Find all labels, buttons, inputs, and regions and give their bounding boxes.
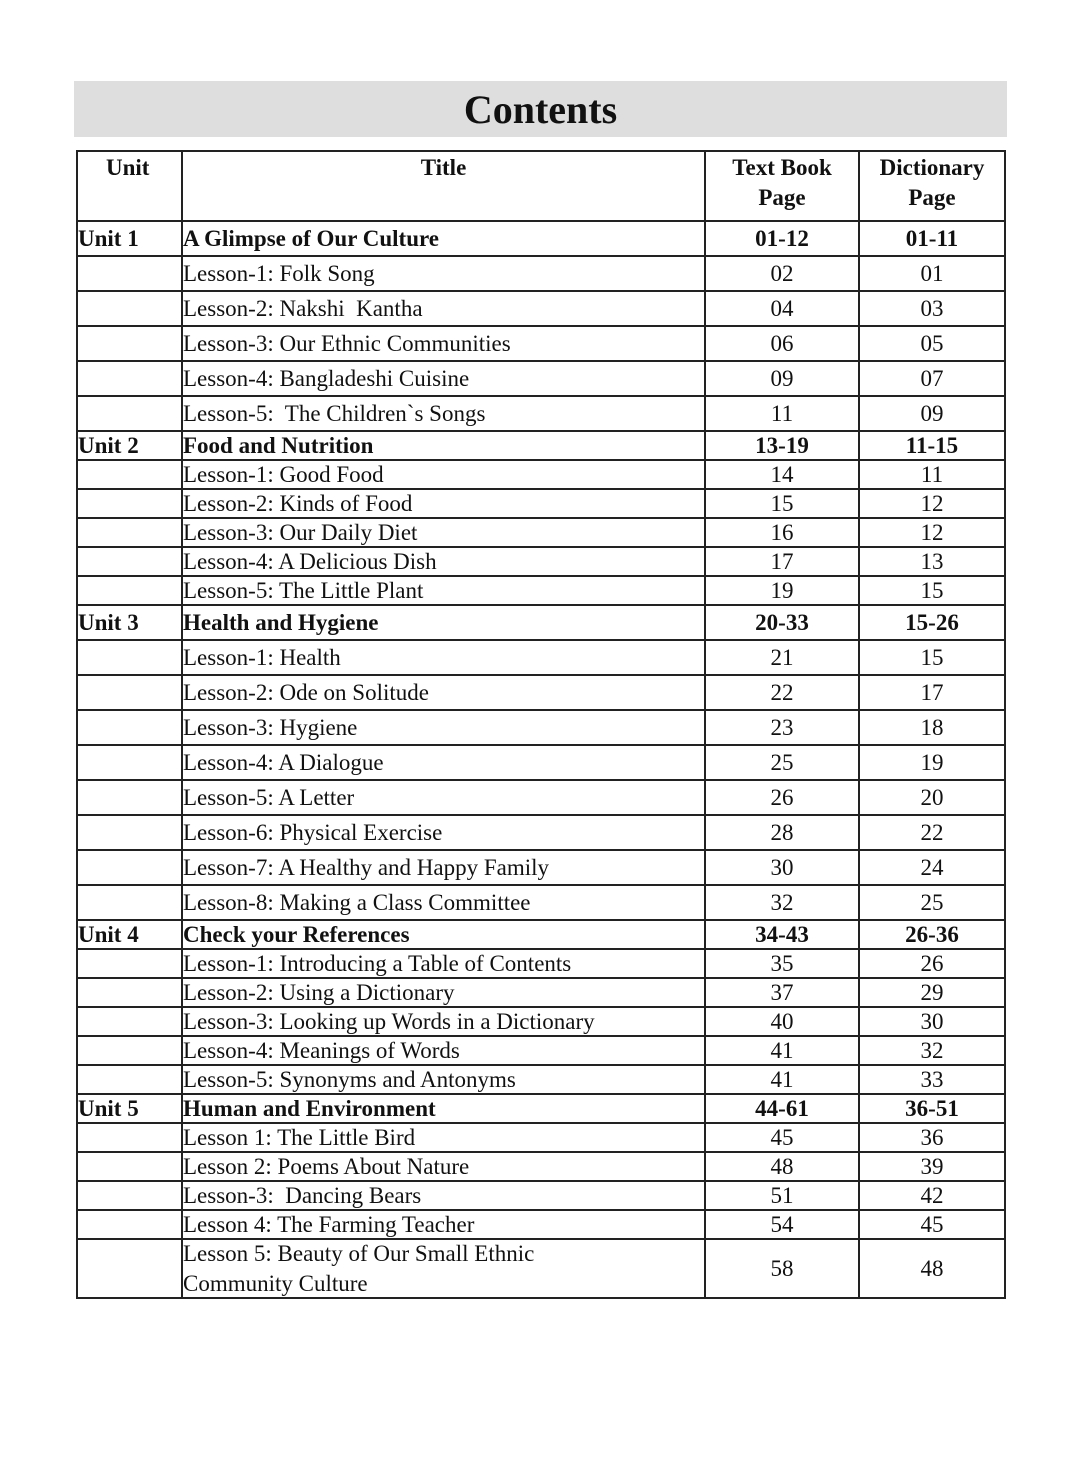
text-book-page: 58 <box>705 1239 859 1298</box>
text-book-page: 22 <box>705 675 859 710</box>
dictionary-page: 05 <box>859 326 1005 361</box>
unit-label: Unit 4 <box>77 920 182 949</box>
text-book-page: 23 <box>705 710 859 745</box>
lesson-title: Lesson-1: Good Food <box>182 460 705 489</box>
dictionary-page: 07 <box>859 361 1005 396</box>
lesson-row <box>77 1239 1005 1298</box>
lesson-title: Lesson-4: Bangladeshi Cuisine <box>182 361 705 396</box>
unit-label-empty <box>77 460 182 489</box>
text-book-page: 44-61 <box>705 1094 859 1123</box>
lesson-title: Lesson-4: Meanings of Words <box>182 1036 705 1065</box>
lesson-title-line1: Lesson 5: Beauty of Our Small Ethnic <box>183 1241 535 1266</box>
dictionary-page: 01-11 <box>859 221 1005 256</box>
unit-label: Unit 3 <box>77 605 182 640</box>
unit-label-empty <box>77 326 182 361</box>
lesson-row <box>77 291 1005 326</box>
lesson-title: Lesson-5: The Little Plant <box>182 576 705 605</box>
unit-label: Unit 2 <box>77 431 182 460</box>
lesson-title: Lesson 4: The Farming Teacher <box>182 1210 705 1239</box>
lesson-row <box>77 256 1005 291</box>
text-book-page: 41 <box>705 1036 859 1065</box>
unit-label-empty <box>77 256 182 291</box>
table-of-contents <box>76 150 1006 1299</box>
dictionary-page: 26 <box>859 949 1005 978</box>
unit-title: Human and Environment <box>182 1094 705 1123</box>
unit-label-empty <box>77 1123 182 1152</box>
unit-label-empty <box>77 885 182 920</box>
lesson-row <box>77 1007 1005 1036</box>
dictionary-page: 15 <box>859 640 1005 675</box>
text-book-page: 20-33 <box>705 605 859 640</box>
lesson-title: Lesson-4: A Dialogue <box>182 745 705 780</box>
dictionary-page: 36-51 <box>859 1094 1005 1123</box>
dictionary-page: 12 <box>859 518 1005 547</box>
dictionary-page: 09 <box>859 396 1005 431</box>
lesson-row <box>77 640 1005 675</box>
lesson-title: Lesson-5: A Letter <box>182 780 705 815</box>
unit-label-empty <box>77 745 182 780</box>
lesson-title: Lesson-2: Kinds of Food <box>182 489 705 518</box>
header-title: Title <box>182 151 705 221</box>
unit-label-empty <box>77 1036 182 1065</box>
unit-label-empty <box>77 640 182 675</box>
dictionary-page: 32 <box>859 1036 1005 1065</box>
lesson-row <box>77 1181 1005 1210</box>
text-book-page: 06 <box>705 326 859 361</box>
dictionary-page: 24 <box>859 850 1005 885</box>
text-book-page: 48 <box>705 1152 859 1181</box>
text-book-page: 04 <box>705 291 859 326</box>
lesson-title: Lesson-3: Our Ethnic Communities <box>182 326 705 361</box>
dictionary-page: 30 <box>859 1007 1005 1036</box>
lesson-title: Lesson-5: Synonyms and Antonyms <box>182 1065 705 1094</box>
dictionary-page: 39 <box>859 1152 1005 1181</box>
lesson-row <box>77 745 1005 780</box>
dictionary-page: 15-26 <box>859 605 1005 640</box>
dictionary-page: 33 <box>859 1065 1005 1094</box>
dictionary-page: 15 <box>859 576 1005 605</box>
text-book-page: 40 <box>705 1007 859 1036</box>
lesson-title: Lesson-5: The Children`s Songs <box>182 396 705 431</box>
unit-label-empty <box>77 396 182 431</box>
lesson-title: Lesson-2: Nakshi Kantha <box>182 291 705 326</box>
unit-title: Health and Hygiene <box>182 605 705 640</box>
header-text-book-page: Text Book Page <box>705 151 859 221</box>
text-book-page: 02 <box>705 256 859 291</box>
lesson-row <box>77 1210 1005 1239</box>
lesson-title: Lesson-1: Folk Song <box>182 256 705 291</box>
unit-label-empty <box>77 291 182 326</box>
unit-label: Unit 1 <box>77 221 182 256</box>
header-row <box>77 151 1005 221</box>
lesson-row <box>77 710 1005 745</box>
unit-label-empty <box>77 815 182 850</box>
unit-label-empty <box>77 1210 182 1239</box>
dictionary-page: 36 <box>859 1123 1005 1152</box>
text-book-page: 01-12 <box>705 221 859 256</box>
unit-label-empty <box>77 850 182 885</box>
lesson-row <box>77 489 1005 518</box>
lesson-row <box>77 885 1005 920</box>
dictionary-page: 12 <box>859 489 1005 518</box>
text-book-page: 51 <box>705 1181 859 1210</box>
lesson-row <box>77 576 1005 605</box>
lesson-title: Lesson-3: Looking up Words in a Dictionary <box>182 1007 705 1036</box>
lesson-row <box>77 361 1005 396</box>
text-book-page: 19 <box>705 576 859 605</box>
text-book-page: 45 <box>705 1123 859 1152</box>
text-book-page: 15 <box>705 489 859 518</box>
lesson-title: Lesson-2: Ode on Solitude <box>182 675 705 710</box>
lesson-title: Lesson-3: Hygiene <box>182 710 705 745</box>
text-book-page: 30 <box>705 850 859 885</box>
dictionary-page: 19 <box>859 745 1005 780</box>
unit-label-empty <box>77 780 182 815</box>
dictionary-page: 26-36 <box>859 920 1005 949</box>
dictionary-page: 48 <box>859 1239 1005 1298</box>
text-book-page: 28 <box>705 815 859 850</box>
unit-row <box>77 1094 1005 1123</box>
text-book-page: 16 <box>705 518 859 547</box>
lesson-row <box>77 675 1005 710</box>
text-book-page: 17 <box>705 547 859 576</box>
text-book-page: 09 <box>705 361 859 396</box>
lesson-row <box>77 326 1005 361</box>
text-book-page: 25 <box>705 745 859 780</box>
lesson-title: Lesson-1: Introducing a Table of Contents <box>182 949 705 978</box>
header-unit: Unit <box>77 151 182 221</box>
lesson-row <box>77 978 1005 1007</box>
lesson-row <box>77 518 1005 547</box>
unit-label-empty <box>77 518 182 547</box>
lesson-title: Lesson-7: A Healthy and Happy Family <box>182 850 705 885</box>
unit-label-empty <box>77 1065 182 1094</box>
unit-label-empty <box>77 1181 182 1210</box>
unit-label-empty <box>77 1152 182 1181</box>
dictionary-page: 45 <box>859 1210 1005 1239</box>
lesson-row <box>77 780 1005 815</box>
lesson-row <box>77 1123 1005 1152</box>
lesson-title: Lesson-3: Our Daily Diet <box>182 518 705 547</box>
dictionary-page: 18 <box>859 710 1005 745</box>
lesson-title: Lesson 2: Poems About Nature <box>182 1152 705 1181</box>
text-book-page: 41 <box>705 1065 859 1094</box>
lesson-title: Lesson-4: A Delicious Dish <box>182 547 705 576</box>
text-book-page: 32 <box>705 885 859 920</box>
unit-title: Check your References <box>182 920 705 949</box>
unit-label-empty <box>77 949 182 978</box>
lesson-row <box>77 815 1005 850</box>
unit-title: Food and Nutrition <box>182 431 705 460</box>
unit-row <box>77 221 1005 256</box>
unit-label-empty <box>77 361 182 396</box>
unit-label-empty <box>77 1007 182 1036</box>
dictionary-page: 17 <box>859 675 1005 710</box>
unit-label-empty <box>77 710 182 745</box>
unit-row <box>77 431 1005 460</box>
dictionary-page: 29 <box>859 978 1005 1007</box>
page-title: Contents <box>463 86 618 132</box>
dictionary-page: 11-15 <box>859 431 1005 460</box>
lesson-row <box>77 949 1005 978</box>
text-book-page: 37 <box>705 978 859 1007</box>
dictionary-page: 42 <box>859 1181 1005 1210</box>
lesson-title <box>182 1239 705 1298</box>
text-book-page: 11 <box>705 396 859 431</box>
lesson-row <box>77 1036 1005 1065</box>
text-book-page: 26 <box>705 780 859 815</box>
unit-label: Unit 5 <box>77 1094 182 1123</box>
lesson-row <box>77 547 1005 576</box>
unit-row <box>77 605 1005 640</box>
text-book-page: 54 <box>705 1210 859 1239</box>
lesson-row <box>77 396 1005 431</box>
lesson-row <box>77 850 1005 885</box>
text-book-page: 14 <box>705 460 859 489</box>
lesson-title: Lesson-6: Physical Exercise <box>182 815 705 850</box>
lesson-row <box>77 1065 1005 1094</box>
dictionary-page: 13 <box>859 547 1005 576</box>
unit-label-empty <box>77 576 182 605</box>
unit-label-empty <box>77 489 182 518</box>
lesson-title: Lesson-8: Making a Class Committee <box>182 885 705 920</box>
contents-title-bar <box>74 81 1007 137</box>
dictionary-page: 03 <box>859 291 1005 326</box>
text-book-page: 34-43 <box>705 920 859 949</box>
lesson-title-line2: Community Culture <box>183 1271 368 1296</box>
dictionary-page: 20 <box>859 780 1005 815</box>
lesson-title: Lesson 1: The Little Bird <box>182 1123 705 1152</box>
unit-label-empty <box>77 675 182 710</box>
lesson-row <box>77 460 1005 489</box>
text-book-page: 13-19 <box>705 431 859 460</box>
lesson-title: Lesson-2: Using a Dictionary <box>182 978 705 1007</box>
unit-label-empty <box>77 547 182 576</box>
text-book-page: 21 <box>705 640 859 675</box>
dictionary-page: 11 <box>859 460 1005 489</box>
unit-title: A Glimpse of Our Culture <box>182 221 705 256</box>
lesson-title: Lesson-3: Dancing Bears <box>182 1181 705 1210</box>
lesson-row <box>77 1152 1005 1181</box>
text-book-page: 35 <box>705 949 859 978</box>
dictionary-page: 25 <box>859 885 1005 920</box>
dictionary-page: 22 <box>859 815 1005 850</box>
unit-label-empty <box>77 978 182 1007</box>
dictionary-page: 01 <box>859 256 1005 291</box>
unit-row <box>77 920 1005 949</box>
lesson-title: Lesson-1: Health <box>182 640 705 675</box>
unit-label-empty <box>77 1239 182 1298</box>
header-dictionary-page: Dictionary Page <box>859 151 1005 221</box>
